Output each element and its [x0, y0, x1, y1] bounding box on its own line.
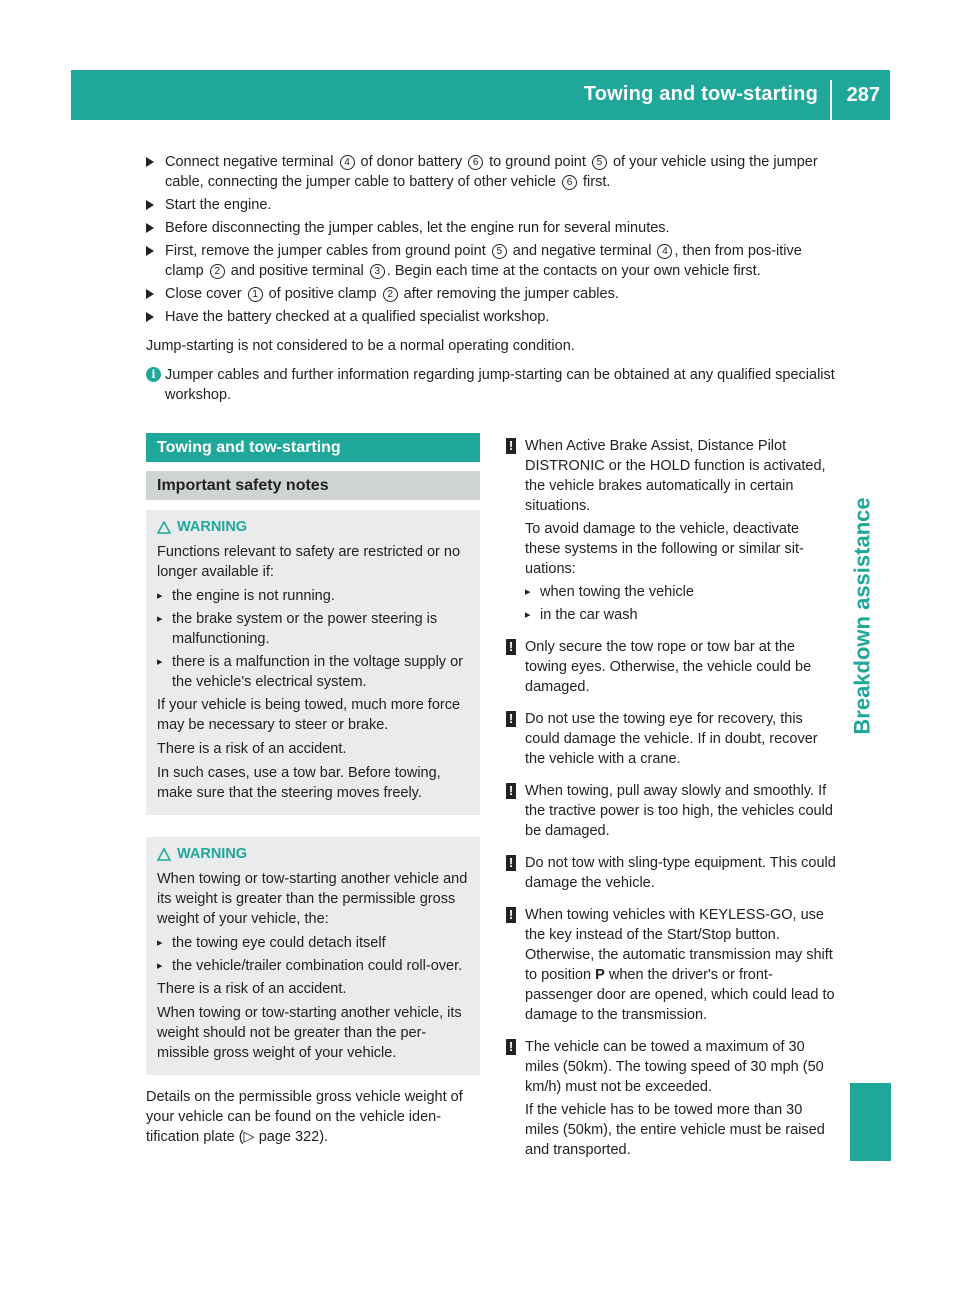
details-text: Details on the permissible gross vehicle weight of your vehicle can be found on the vehicle iden-tification plate (: [146, 1089, 463, 1145]
step-text: Start the engine.: [165, 197, 272, 213]
caution-note: [506, 1037, 836, 1160]
bullet-item: ▸ the towing eye could detach itself: [157, 933, 472, 953]
note-text: When towing, pull away slowly and smoothly. If the tractive power is too high, the vehicles could be damaged.: [525, 783, 833, 839]
step-list: [146, 152, 836, 327]
step-text: . Begin each time at the contacts on your own vehicle first.: [386, 263, 761, 279]
exclamation-icon: !: [506, 711, 516, 727]
callout-number: 2: [383, 287, 398, 302]
step-item: [146, 218, 836, 238]
jump-start-steps: [146, 152, 836, 405]
note-text: When Active Brake Assist, Distance Pilot DISTRONIC or the HOLD function is activated, the vehicle brakes automatically in certain situations.: [525, 438, 826, 514]
info-icon: i: [146, 367, 161, 382]
side-tab: [835, 496, 890, 735]
warning-text: There is a risk of an accident.: [157, 981, 347, 997]
step-text: of positive clamp: [264, 286, 381, 302]
note-text-segment: when the driver's or front-passenger door are opened, which could lead to damage to the transmission.: [525, 967, 835, 1023]
note-text: If the vehicle has to be towed more than 30 miles (50km), the entire vehicle must be raised and transported.: [525, 1102, 825, 1158]
step-text: of donor battery: [356, 154, 467, 170]
gear-position: P: [595, 967, 605, 983]
warning-text: If your vehicle is being towed, much more force may be necessary to steer or brake.: [157, 697, 461, 733]
note-text: To avoid damage to the vehicle, deactivate these systems in the following or similar sit-uations:: [525, 521, 804, 577]
step-arrow-icon: [146, 289, 154, 299]
warning-text: In such cases, use a tow bar. Before towing, make sure that the steering moves freely.: [157, 765, 441, 801]
details-paragraph: [146, 1087, 480, 1147]
callout-number: 4: [657, 244, 672, 259]
jump-start-note: Jump-starting is not considered to be a normal operating condition.: [146, 338, 575, 354]
warning-bullets: [157, 586, 472, 692]
caution-note: [506, 637, 836, 697]
header-title: Towing and tow-starting: [583, 83, 818, 105]
right-column: [506, 436, 836, 1172]
caution-note: [506, 781, 836, 841]
warning-box-1: [146, 510, 480, 815]
page-reference-link[interactable]: page 322: [258, 1129, 320, 1145]
warning-text: There is a risk of an accident.: [157, 741, 347, 757]
step-text: Before disconnecting the jumper cables, let the engine run for several minutes.: [165, 220, 670, 236]
note-text: The vehicle can be towed a maximum of 30 miles (50km). The towing speed of 30 mph (50 km/h) must not be exceeded.: [525, 1039, 824, 1095]
bullet-item: ▸ the brake system or the power steering is malfunctioning.: [157, 609, 472, 649]
step-arrow-icon: [146, 223, 154, 233]
side-tab-label: Breakdown assistance: [849, 496, 875, 735]
note-text: Do not use the towing eye for recovery, this could damage the vehicle. If in doubt, recover the vehicle with a crane.: [525, 711, 818, 767]
callout-number: 1: [248, 287, 263, 302]
step-item: [146, 195, 836, 215]
note-text-segment: When towing vehicles with KEYLESS-GO, use the key instead of the Start/Stop button. Otherwise, the automatic transmission may shift to position: [525, 907, 833, 983]
warning-bullets: [157, 933, 472, 976]
step-text: first.: [578, 174, 611, 190]
callout-number: 5: [492, 244, 507, 259]
exclamation-icon: !: [506, 907, 516, 923]
step-text: and positive terminal: [226, 263, 368, 279]
warning-text: When towing or tow-starting another vehicle, its weight should not be greater than the per-missible gross weight of your vehicle.: [157, 1005, 462, 1061]
page-number: 287: [846, 84, 880, 106]
page-ref-arrow-icon: ▷: [243, 1129, 255, 1145]
caution-note: [506, 436, 836, 625]
bullet-item: ▸ when towing the vehicle: [525, 582, 836, 602]
caution-note: [506, 709, 836, 769]
step-text: of your vehicle using the jumper cable, connecting the jumper cable to battery of other vehicle: [165, 154, 818, 190]
bullet-item: ▸ there is a malfunction in the voltage supply or the vehicle's electrical system.: [157, 652, 472, 692]
callout-number: 2: [210, 264, 225, 279]
step-arrow-icon: [146, 157, 154, 167]
exclamation-icon: !: [506, 783, 516, 799]
step-item: [146, 307, 836, 327]
exclamation-icon: !: [506, 1039, 516, 1055]
step-text: Close cover: [165, 286, 246, 302]
callout-number: 6: [562, 175, 577, 190]
left-column: [146, 433, 480, 1147]
callout-number: 3: [370, 264, 385, 279]
warning-header: [157, 517, 472, 537]
note-text: Do not tow with sling-type equipment. This could damage the vehicle.: [525, 855, 836, 891]
bullet-item: ▸ in the car wash: [525, 605, 836, 625]
warning-triangle-icon: [157, 848, 171, 861]
details-end: ).: [319, 1129, 329, 1145]
step-item: [146, 152, 836, 192]
warning-intro: When towing or tow-starting another vehicle and its weight is greater than the permissible gross weight of your vehicle, the:: [157, 871, 468, 927]
exclamation-icon: !: [506, 438, 516, 454]
step-text: and negative terminal: [508, 243, 656, 259]
step-text: , then from pos-itive clamp: [165, 243, 802, 279]
warning-header: [157, 844, 472, 864]
bullet-item: ▸ the vehicle/trailer combination could roll-over.: [157, 956, 472, 976]
info-text: Jumper cables and further information regarding jump-starting can be obtained at any qualified specialist workshop.: [165, 367, 835, 403]
step-text: to ground point: [485, 154, 590, 170]
step-arrow-icon: [146, 246, 154, 256]
section-title: Towing and tow-starting: [146, 433, 480, 462]
note-text: [525, 905, 836, 1025]
step-item: [146, 284, 836, 304]
side-marker: [850, 1083, 891, 1161]
step-arrow-icon: [146, 312, 154, 322]
step-item: [146, 241, 836, 281]
note-text: Only secure the tow rope or tow bar at the towing eyes. Otherwise, the vehicle could be damaged.: [525, 639, 812, 695]
caution-note: [506, 853, 836, 893]
warning-intro: Functions relevant to safety are restricted or no longer available if:: [157, 544, 461, 580]
warning-label: WARNING: [177, 519, 248, 535]
caution-note: [506, 905, 836, 1025]
warning-label: WARNING: [177, 846, 248, 862]
info-note: [146, 365, 836, 405]
page-header: [71, 70, 890, 120]
step-text: First, remove the jumper cables from ground point: [165, 243, 490, 259]
warning-triangle-icon: [157, 521, 171, 534]
header-divider: [830, 80, 832, 120]
warning-box-2: [146, 837, 480, 1075]
subsection-title: Important safety notes: [146, 471, 480, 500]
step-text: after removing the jumper cables.: [399, 286, 619, 302]
step-text: Connect negative terminal: [165, 154, 338, 170]
callout-number: 6: [468, 155, 483, 170]
callout-number: 4: [340, 155, 355, 170]
exclamation-icon: !: [506, 855, 516, 871]
warning-after: [157, 979, 472, 1063]
warning-after: [157, 695, 472, 803]
callout-number: 5: [592, 155, 607, 170]
exclamation-icon: !: [506, 639, 516, 655]
step-text: Have the battery checked at a qualified specialist workshop.: [165, 309, 550, 325]
step-arrow-icon: [146, 200, 154, 210]
bullet-item: ▸ the engine is not running.: [157, 586, 472, 606]
